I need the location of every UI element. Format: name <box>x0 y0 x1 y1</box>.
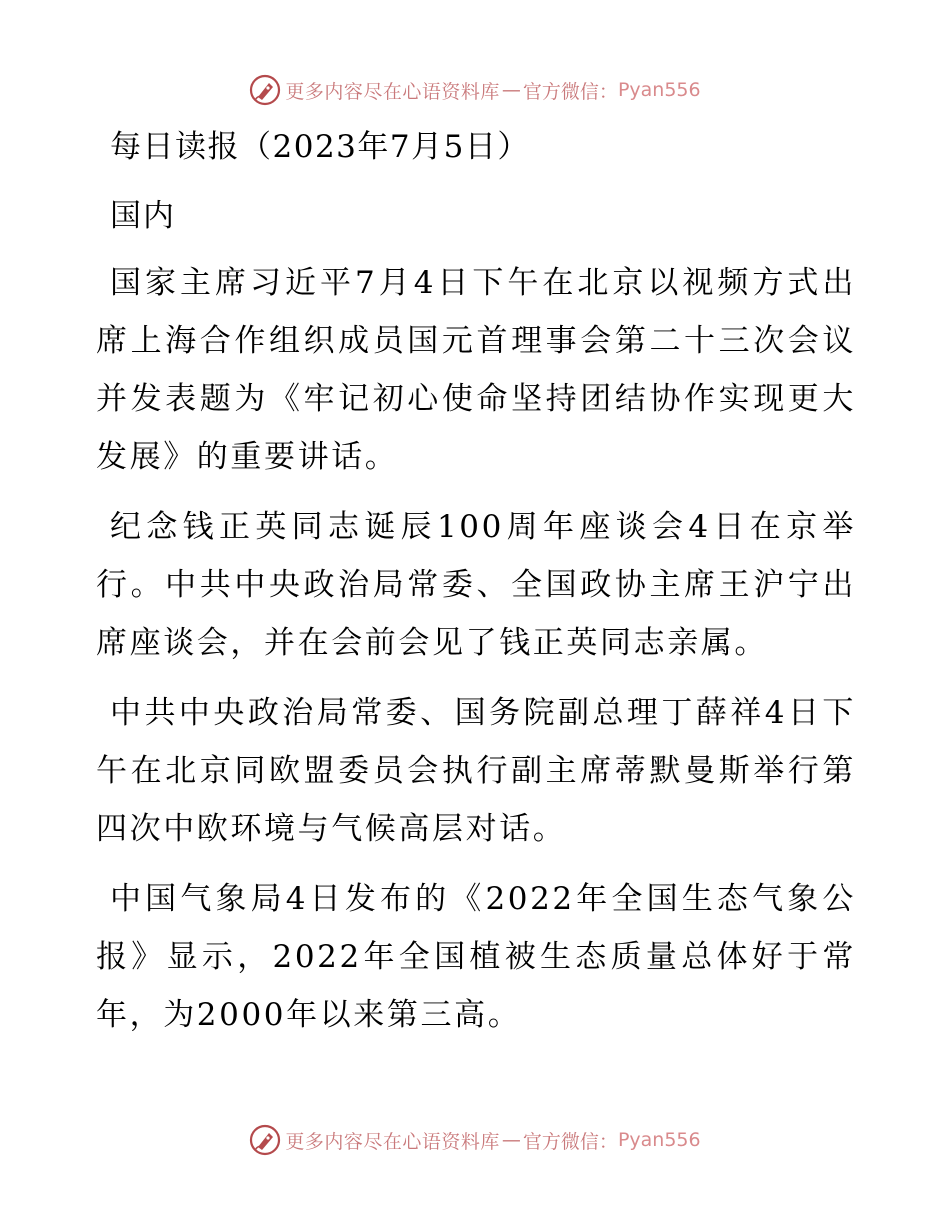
watermark-wechat-label: 官方微信： <box>522 1130 618 1153</box>
watermark-dash: — <box>501 1129 521 1151</box>
news-paragraph: 国家主席习近平7月4日下午在北京以视频方式出席上海合作组织成员国元首理事会第二十三次会议并发表题为《牢记初心使命坚持团结协作实现更大发展》的重要讲话。 <box>96 265 856 475</box>
watermark-main-text: 更多内容尽在心语资料库 <box>285 1130 500 1153</box>
news-paragraph: 纪念钱正英同志诞辰100周年座谈会4日在京举行。中共中央政治局常委、全国政协主席王沪宁出席座谈会，并在会前会见了钱正英同志亲属。 <box>96 509 856 661</box>
news-paragraph: 中共中央政治局常委、国务院副总理丁薛祥4日下午在北京同欧盟委员会执行副主席蒂默曼斯举行第四次中欧环境与气候高层对话。 <box>96 695 856 847</box>
footer-watermark <box>0 1122 950 1158</box>
watermark-dash: — <box>501 79 521 101</box>
pen-nib-logo-icon <box>249 74 281 106</box>
watermark-main-text: 更多内容尽在心语资料库 <box>285 80 500 103</box>
watermark-wechat-id: Pyan556 <box>617 79 701 101</box>
section-heading: 国内 <box>110 198 176 234</box>
news-paragraph: 中国气象局4日发布的《2022年全国生态气象公报》显示，2022年全国植被生态质量总体好于常年，为2000年以来第三高。 <box>96 881 856 1033</box>
watermark-wechat-label: 官方微信： <box>522 80 618 103</box>
pen-nib-logo-icon <box>249 1124 281 1156</box>
header-watermark <box>0 72 950 108</box>
watermark-wechat-id: Pyan556 <box>617 1129 701 1151</box>
document-title: 每日读报（2023年7月5日） <box>110 129 530 165</box>
document-body <box>96 118 856 1056</box>
